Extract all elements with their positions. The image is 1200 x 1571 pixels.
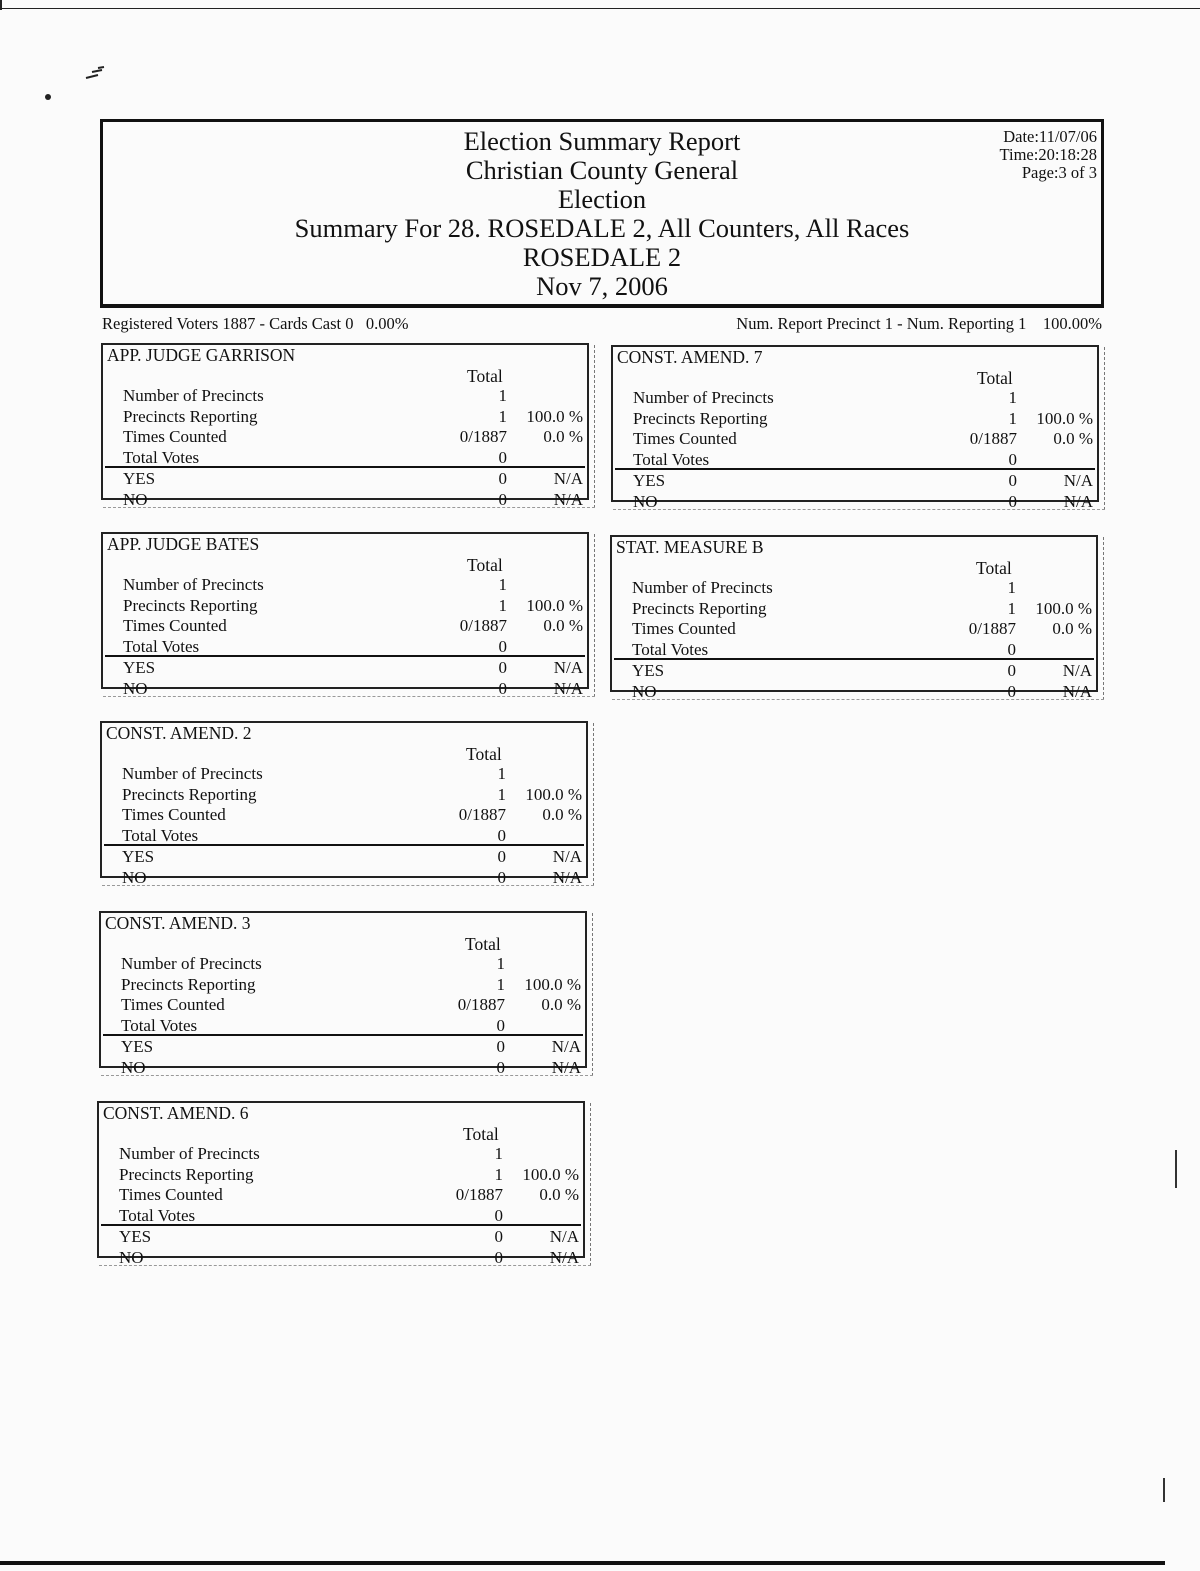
- row-percent: 100.0 %: [526, 407, 583, 426]
- result-row: [632, 619, 1094, 639]
- result-row: [632, 661, 1094, 681]
- row-total: 0: [498, 658, 507, 677]
- result-row: [122, 868, 584, 888]
- result-row: [121, 1016, 583, 1036]
- result-row: [123, 427, 585, 447]
- title-line: ROSEDALE 2: [522, 242, 682, 272]
- result-row: [123, 469, 585, 489]
- report-page: Page:3 of 3: [1021, 163, 1097, 182]
- result-row: [119, 1185, 581, 1205]
- row-total: 0/1887: [459, 616, 507, 635]
- result-row: [633, 388, 1095, 408]
- row-label: NO: [121, 1058, 146, 1077]
- row-percent: 0.0 %: [1052, 619, 1092, 638]
- result-row: [123, 575, 585, 595]
- total-column-header: Total: [976, 558, 1012, 578]
- scan-dash-right: [1104, 347, 1105, 510]
- result-row: [633, 492, 1095, 512]
- race-title: CONST. AMEND. 6: [103, 1103, 249, 1123]
- row-label: Times Counted: [119, 1185, 223, 1204]
- row-label: Number of Precincts: [123, 386, 264, 405]
- race-box: [101, 532, 589, 698]
- row-total: 1: [1008, 409, 1017, 428]
- result-row: [123, 490, 585, 510]
- row-label: Total Votes: [632, 640, 709, 659]
- total-votes-divider: [104, 844, 584, 846]
- result-row: [633, 450, 1095, 470]
- row-label: Total Votes: [633, 450, 710, 469]
- row-total: 1: [1007, 599, 1016, 618]
- result-row: [121, 995, 583, 1015]
- total-column-header: Total: [465, 934, 501, 954]
- row-percent: N/A: [1063, 471, 1093, 490]
- row-total: 1: [497, 764, 506, 783]
- race-title: APP. JUDGE GARRISON: [107, 345, 296, 365]
- result-row: [121, 1037, 583, 1057]
- row-label: NO: [123, 490, 148, 509]
- row-total: 0: [498, 469, 507, 488]
- total-column-header: Total: [466, 744, 502, 764]
- row-total: 1: [496, 975, 505, 994]
- race-box: [100, 721, 588, 887]
- result-row: [632, 578, 1094, 598]
- total-column-header: Total: [977, 368, 1013, 388]
- row-percent: N/A: [1062, 661, 1092, 680]
- row-label: Total Votes: [121, 1016, 198, 1035]
- row-total: 0/1887: [459, 427, 507, 446]
- total-votes-divider: [614, 658, 1094, 660]
- row-label: Precincts Reporting: [121, 975, 256, 994]
- race-box: [97, 1101, 585, 1267]
- row-total: 0: [496, 1016, 505, 1035]
- row-percent: 100.0 %: [1035, 599, 1092, 618]
- row-total: 0: [497, 847, 506, 866]
- row-percent: N/A: [551, 1037, 581, 1056]
- row-label: Total Votes: [119, 1206, 196, 1225]
- race-title: CONST. AMEND. 7: [617, 347, 763, 367]
- title-line: Nov 7, 2006: [536, 271, 668, 301]
- row-total: 1: [497, 785, 506, 804]
- result-row: [119, 1206, 581, 1226]
- row-label: YES: [123, 469, 156, 488]
- total-votes-divider: [105, 655, 585, 657]
- result-row: [123, 596, 585, 616]
- row-label: NO: [123, 679, 148, 698]
- row-label: YES: [122, 847, 155, 866]
- row-label: Number of Precincts: [122, 764, 263, 783]
- total-column-header: Total: [467, 555, 503, 575]
- report-header: [100, 119, 1104, 308]
- row-percent: 100.0 %: [524, 975, 581, 994]
- row-percent: 100.0 %: [1036, 409, 1093, 428]
- row-percent: 0.0 %: [539, 1185, 579, 1204]
- row-label: Precincts Reporting: [632, 599, 767, 618]
- row-label: NO: [119, 1248, 144, 1267]
- row-label: YES: [119, 1227, 152, 1246]
- result-row: [122, 847, 584, 867]
- row-total: 0: [494, 1227, 503, 1246]
- row-total: 1: [498, 386, 507, 405]
- row-total: 0/1887: [969, 429, 1017, 448]
- result-row: [633, 429, 1095, 449]
- race-box: [99, 911, 587, 1077]
- scan-dash-right: [593, 723, 594, 886]
- row-label: NO: [122, 868, 147, 887]
- row-total: 0: [498, 490, 507, 509]
- scan-top-edge: [0, 0, 1200, 9]
- result-row: [119, 1248, 581, 1268]
- row-label: Precincts Reporting: [119, 1165, 254, 1184]
- report-meta: [1000, 128, 1098, 182]
- result-row: [121, 954, 583, 974]
- row-label: NO: [633, 492, 658, 511]
- row-total: 1: [1008, 388, 1017, 407]
- title-line: Election Summary Report: [463, 126, 741, 156]
- scan-bottom-edge: [0, 1561, 1165, 1565]
- row-percent: N/A: [552, 868, 582, 887]
- row-percent: N/A: [553, 469, 583, 488]
- result-row: [632, 682, 1094, 702]
- result-row: [123, 637, 585, 657]
- row-label: Total Votes: [122, 826, 199, 845]
- row-percent: 0.0 %: [543, 616, 583, 635]
- report-title: [103, 127, 1101, 301]
- row-label: Total Votes: [123, 637, 200, 656]
- result-row: [122, 764, 584, 784]
- title-line: Election: [557, 184, 647, 214]
- result-row: [632, 640, 1094, 660]
- report-time: Time:20:18:28: [999, 145, 1097, 164]
- result-row: [122, 785, 584, 805]
- row-label: Times Counted: [633, 429, 737, 448]
- precinct-reporting-summary: Num. Report Precinct 1 - Num. Reporting 1 100.00%: [736, 314, 1102, 333]
- row-total: 0/1887: [455, 1185, 503, 1204]
- row-total: 0: [496, 1058, 505, 1077]
- result-row: [119, 1227, 581, 1247]
- row-percent: N/A: [553, 679, 583, 698]
- row-total: 0: [1007, 640, 1016, 659]
- row-total: 0: [1008, 471, 1017, 490]
- row-label: Times Counted: [123, 427, 227, 446]
- row-total: 1: [494, 1144, 503, 1163]
- row-label: Precincts Reporting: [123, 596, 258, 615]
- registered-voters-summary: Registered Voters 1887 - Cards Cast 0 0.00%: [102, 314, 409, 333]
- total-column-header: Total: [467, 366, 503, 386]
- result-row: [123, 658, 585, 678]
- row-total: 1: [1007, 578, 1016, 597]
- row-label: YES: [633, 471, 666, 490]
- race-box: [611, 345, 1099, 511]
- row-label: Precincts Reporting: [122, 785, 257, 804]
- result-row: [121, 975, 583, 995]
- row-percent: N/A: [553, 490, 583, 509]
- result-row: [119, 1165, 581, 1185]
- row-label: Number of Precincts: [632, 578, 773, 597]
- result-row: [121, 1058, 583, 1078]
- result-row: [632, 599, 1094, 619]
- result-row: [123, 679, 585, 699]
- row-total: 1: [496, 954, 505, 973]
- title-line: Christian County General: [465, 155, 739, 185]
- scan-dash-right: [590, 1103, 591, 1266]
- row-total: 1: [494, 1165, 503, 1184]
- result-row: [633, 471, 1095, 491]
- row-label: Total Votes: [123, 448, 200, 467]
- row-total: 0/1887: [968, 619, 1016, 638]
- row-percent: N/A: [1062, 682, 1092, 701]
- row-percent: N/A: [552, 847, 582, 866]
- scan-mark: [1175, 1150, 1177, 1188]
- row-total: 0: [496, 1037, 505, 1056]
- row-label: Times Counted: [632, 619, 736, 638]
- result-row: [123, 407, 585, 427]
- total-column-header: Total: [463, 1124, 499, 1144]
- row-label: Number of Precincts: [123, 575, 264, 594]
- row-percent: N/A: [553, 658, 583, 677]
- row-label: NO: [632, 682, 657, 701]
- row-total: 0/1887: [458, 805, 506, 824]
- row-percent: 0.0 %: [542, 805, 582, 824]
- race-title: STAT. MEASURE B: [616, 537, 764, 557]
- row-total: 0: [494, 1206, 503, 1225]
- row-label: Number of Precincts: [121, 954, 262, 973]
- row-total: 1: [498, 575, 507, 594]
- row-label: Times Counted: [123, 616, 227, 635]
- total-votes-divider: [615, 468, 1095, 470]
- row-percent: N/A: [549, 1227, 579, 1246]
- result-row: [633, 409, 1095, 429]
- row-total: 1: [498, 596, 507, 615]
- row-total: 1: [498, 407, 507, 426]
- result-row: [123, 386, 585, 406]
- scan-dash-right: [594, 534, 595, 697]
- row-percent: 100.0 %: [526, 596, 583, 615]
- row-percent: 100.0 %: [522, 1165, 579, 1184]
- result-row: [123, 616, 585, 636]
- race-title: CONST. AMEND. 2: [106, 723, 252, 743]
- row-total: 0: [1008, 492, 1017, 511]
- report-date: Date:11/07/06: [1003, 127, 1097, 146]
- row-total: 0: [1007, 682, 1016, 701]
- row-label: YES: [121, 1037, 154, 1056]
- row-percent: N/A: [551, 1058, 581, 1077]
- total-votes-divider: [101, 1224, 581, 1226]
- row-total: 0/1887: [457, 995, 505, 1014]
- race-box: [101, 343, 589, 509]
- title-line: Summary For 28. ROSEDALE 2, All Counters, All Races: [294, 213, 910, 243]
- row-total: 0: [497, 868, 506, 887]
- scan-dash-right: [1103, 537, 1104, 700]
- result-row: [119, 1144, 581, 1164]
- scan-mark: [1163, 1478, 1165, 1502]
- row-label: YES: [632, 661, 665, 680]
- scan-specks: [40, 66, 120, 106]
- row-percent: 0.0 %: [543, 427, 583, 446]
- scan-dash-right: [592, 913, 593, 1076]
- row-total: 0: [498, 679, 507, 698]
- row-total: 0: [497, 826, 506, 845]
- row-percent: 100.0 %: [525, 785, 582, 804]
- row-label: Times Counted: [122, 805, 226, 824]
- row-percent: N/A: [549, 1248, 579, 1267]
- row-total: 0: [494, 1248, 503, 1267]
- result-row: [122, 826, 584, 846]
- row-label: Precincts Reporting: [633, 409, 768, 428]
- result-row: [122, 805, 584, 825]
- total-votes-divider: [103, 1034, 583, 1036]
- row-total: 0: [498, 448, 507, 467]
- row-total: 0: [1007, 661, 1016, 680]
- row-percent: 0.0 %: [541, 995, 581, 1014]
- scan-dash-right: [594, 345, 595, 508]
- row-label: Number of Precincts: [119, 1144, 260, 1163]
- row-label: Number of Precincts: [633, 388, 774, 407]
- race-box: [610, 535, 1098, 701]
- row-percent: N/A: [1063, 492, 1093, 511]
- row-label: YES: [123, 658, 156, 677]
- result-row: [123, 448, 585, 468]
- row-percent: 0.0 %: [1053, 429, 1093, 448]
- row-label: Times Counted: [121, 995, 225, 1014]
- row-total: 0: [498, 637, 507, 656]
- race-title: APP. JUDGE BATES: [107, 534, 260, 554]
- row-label: Precincts Reporting: [123, 407, 258, 426]
- scan-corner-mark: [0, 0, 2, 10]
- row-total: 0: [1008, 450, 1017, 469]
- race-title: CONST. AMEND. 3: [105, 913, 251, 933]
- total-votes-divider: [105, 466, 585, 468]
